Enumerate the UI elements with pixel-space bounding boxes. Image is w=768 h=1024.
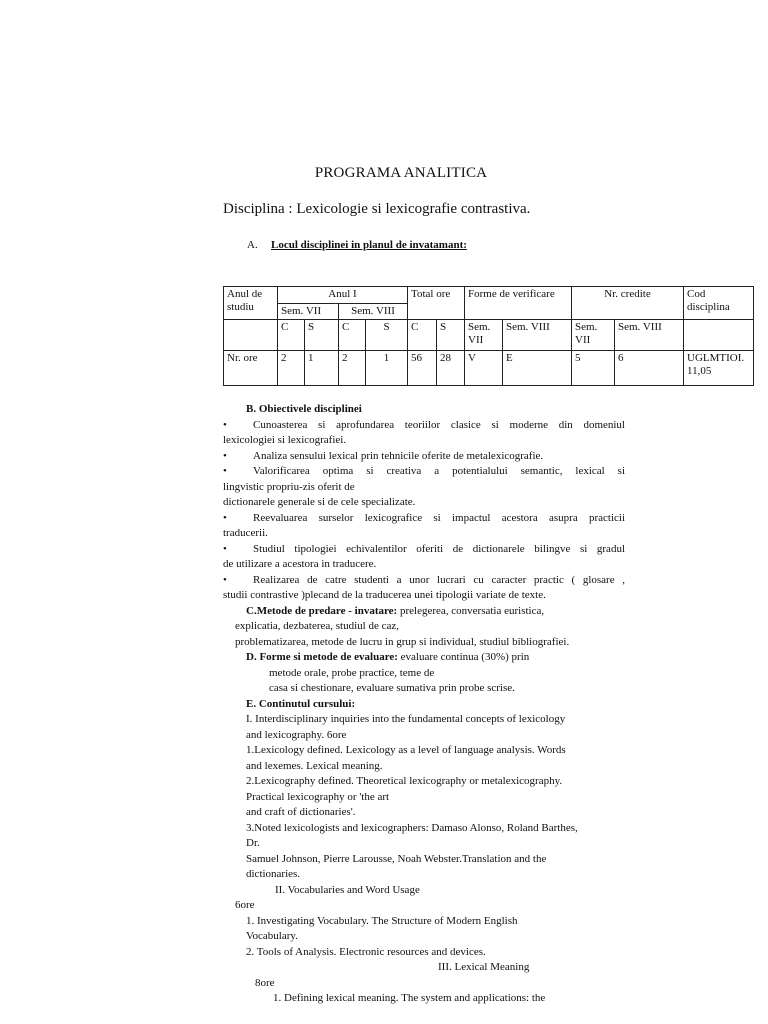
objective-line: studii contrastive )plecand de la traducerea unei tipologii variate de texte. <box>223 589 546 601</box>
cell-credite-sem-vii: Sem. VII <box>572 320 615 351</box>
cell-value: 2 <box>339 351 366 386</box>
cell-s: S <box>366 320 408 351</box>
discipline-heading: Disciplina : Lexicologie si lexicografie contrastiva. <box>223 201 531 217</box>
course-line: and lexemes. Lexical meaning. <box>246 759 383 772</box>
section-c-line: C.Metode de predare - invatare: prelegerea, conversatia euristica, <box>246 604 545 617</box>
objective-line: de utilizare a acestora in traducere. <box>223 558 377 570</box>
course-line: 2.Lexicography defined. Theoretical lexicography or metalexicography. <box>246 775 563 787</box>
course-line: II. Vocabularies and Word Usage <box>275 883 420 896</box>
cell-nr-credite: Nr. credite <box>572 287 684 320</box>
course-line: 8ore <box>255 976 275 989</box>
objective-line: • Valorificarea optima si creativa a potentialului semantic, lexical si <box>223 465 625 477</box>
cell-value: 1 <box>305 351 339 386</box>
cell-credite-sem-viii: Sem. VIII <box>615 320 684 351</box>
section-a-label: A. <box>247 239 258 251</box>
section-c-heading: C.Metode de predare - invatare: <box>246 604 398 617</box>
section-d-line: metode orale, probe practice, teme de <box>269 666 435 679</box>
table-row <box>224 351 754 386</box>
cell-empty <box>684 320 754 351</box>
course-line: I. Interdisciplinary inquiries into the fundamental concepts of lexicology <box>246 713 566 725</box>
table-row <box>224 287 754 304</box>
section-b-heading: B. Obiectivele disciplinei <box>246 403 362 415</box>
course-line: 2. Tools of Analysis. Electronic resources and devices. <box>246 945 486 958</box>
cell-forme-sem-viii: Sem. VIII <box>503 320 572 351</box>
table-row <box>224 320 754 351</box>
objective-line: dictionarele generale si de cele specializate. <box>223 496 416 508</box>
section-d-heading: D. Forme si metode de evaluare: <box>246 651 398 663</box>
cell-empty <box>224 320 278 351</box>
course-line: 6ore <box>235 899 255 911</box>
course-line: 3.Noted lexicologists and lexicographers: Damaso Alonso, Roland Barthes, <box>246 821 578 834</box>
cell-sem-vii: Sem. VII <box>278 304 339 320</box>
cell-value: 28 <box>437 351 465 386</box>
document-body <box>223 402 625 1007</box>
course-line: Samuel Johnson, Pierre Larousse, Noah Webster.Translation and the <box>246 852 547 865</box>
course-line: III. Lexical Meaning <box>438 961 530 973</box>
cell-value: E <box>503 351 572 386</box>
objective-line: • Reevaluarea surselor lexicografice si impactul acestora asupra practicii <box>223 511 625 524</box>
cell-c: C <box>339 320 366 351</box>
cell-value: V <box>465 351 503 386</box>
objective-line: lingvistic propriu-zis oferit de <box>223 480 355 493</box>
section-e-heading: E. Continutul cursului: <box>246 697 356 710</box>
cell-value: 1 <box>366 351 408 386</box>
course-line: 1. Investigating Vocabulary. The Structure of Modern English <box>246 914 518 927</box>
section-d-line: casa si chestionare, evaluare sumativa prin probe scrise. <box>269 682 515 694</box>
cell-forme-sem-vii: Sem. VII <box>465 320 503 351</box>
cell-value: 56 <box>408 351 437 386</box>
cell-anul-i: Anul I <box>278 287 408 304</box>
page-title: PROGRAMA ANALITICA <box>314 165 488 181</box>
cell-course-code: UGLMTIOI. 11,05 <box>684 351 754 386</box>
section-a-heading <box>247 239 467 251</box>
course-line: Vocabulary. <box>246 930 298 942</box>
course-line: dictionaries. <box>246 868 301 880</box>
cell-c: C <box>278 320 305 351</box>
cell-total-ore: Total ore <box>408 287 465 320</box>
study-plan-table <box>223 286 754 386</box>
section-d-line: D. Forme si metode de evaluare: evaluare continua (30%) prin <box>246 651 530 663</box>
objective-line: • Analiza sensului lexical prin tehnicile oferite de metalexicografie. <box>223 449 544 462</box>
cell-value: 5 <box>572 351 615 386</box>
objective-line: traducerii. <box>223 527 268 539</box>
objective-line: • Cunoasterea si aprofundarea teoriilor clasice si moderne din domeniul <box>223 418 625 431</box>
cell-nr-ore: Nr. ore <box>224 351 278 386</box>
objective-line: lexicologiei si lexicografiei. <box>223 434 347 446</box>
cell-sem-viii: Sem. VIII <box>339 304 408 320</box>
cell-forme-verificare: Forme de verificare <box>465 287 572 320</box>
section-a-title: Locul disciplinei in planul de invatamant: <box>271 239 467 251</box>
course-line: and craft of dictionaries'. <box>246 806 356 818</box>
cell-value: 6 <box>615 351 684 386</box>
course-line: Practical lexicography or 'the art <box>246 790 390 803</box>
course-line: 1.Lexicology defined. Lexicology as a level of language analysis. Words <box>246 744 566 756</box>
cell-s: S <box>305 320 339 351</box>
course-line: 1. Defining lexical meaning. The system and applications: the <box>273 992 546 1004</box>
objective-line: • Realizarea de catre studenti a unor lucrari cu caracter practic ( glosare , <box>223 573 625 586</box>
cell-cod-disciplina: Cod disciplina <box>684 287 754 320</box>
objective-line: • Studiul tipologiei echivalentilor oferiti de dictionarele bilingve si gradul <box>223 542 625 555</box>
cell-c: C <box>408 320 437 351</box>
cell-s: S <box>437 320 465 351</box>
section-c-line: explicatia, dezbaterea, studiul de caz, <box>235 620 399 632</box>
section-c-line: problematizarea, metode de lucru in grup si individual, studiul bibliografiei. <box>235 635 570 648</box>
course-line: Dr. <box>246 837 260 849</box>
course-line: and lexicography. 6ore <box>246 728 347 741</box>
cell-value: 2 <box>278 351 305 386</box>
cell-anul-studiu: Anul de studiu <box>224 287 278 320</box>
